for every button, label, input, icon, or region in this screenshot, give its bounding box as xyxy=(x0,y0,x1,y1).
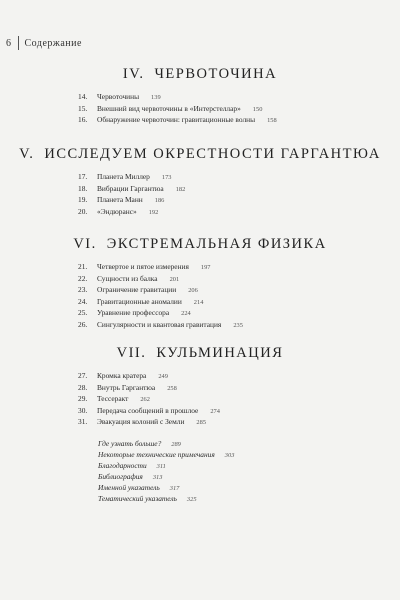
chapter-list xyxy=(0,91,400,126)
back-matter-list xyxy=(0,438,400,504)
chapter-page: 150 xyxy=(252,105,263,113)
section-number: V. xyxy=(19,146,35,162)
chapter-page: 186 xyxy=(154,197,165,204)
page-number: 6 xyxy=(6,37,12,49)
toc-section xyxy=(0,146,400,217)
toc-entry[interactable] xyxy=(0,393,400,405)
back-matter-page: 313 xyxy=(152,473,163,481)
back-matter-entry[interactable] xyxy=(0,493,400,504)
toc-section xyxy=(0,345,400,504)
toc-section xyxy=(0,66,400,126)
chapter-title: Кромка кратера xyxy=(97,371,147,380)
section-heading xyxy=(0,66,400,83)
section-heading xyxy=(0,345,400,362)
chapter-list xyxy=(0,370,400,428)
chapter-number: 19. xyxy=(78,195,88,204)
chapter-page: 192 xyxy=(148,208,159,216)
section-title: КУЛЬМИНАЦИЯ xyxy=(156,345,284,361)
back-matter-entry[interactable] xyxy=(0,460,400,471)
toc-entry[interactable] xyxy=(0,261,400,273)
chapter-number: 18. xyxy=(78,183,88,193)
toc-entry[interactable] xyxy=(0,273,400,285)
toc-entry[interactable] xyxy=(0,91,400,103)
chapter-title: Планета Миллер xyxy=(97,172,150,181)
chapter-title: Вибрации Гаргантюа xyxy=(97,183,164,193)
chapter-page: 214 xyxy=(193,298,204,306)
back-matter-title: Некоторые технические примечания xyxy=(98,449,215,459)
chapter-page: 201 xyxy=(169,275,180,283)
toc-entry[interactable] xyxy=(0,416,400,428)
back-matter-title: Благодарности xyxy=(98,460,147,470)
chapter-title: Гравитационные аномалии xyxy=(97,296,182,306)
chapter-title: Передача сообщений в прошлое xyxy=(97,405,199,415)
chapter-page: 158 xyxy=(267,117,277,124)
back-matter-title: Где узнать больше? xyxy=(98,438,162,448)
chapter-title: Внешний вид червоточины в «Интерстеллар» xyxy=(97,103,241,113)
chapter-page: 249 xyxy=(158,373,168,380)
back-matter-page: 289 xyxy=(171,440,181,448)
chapter-number: 14. xyxy=(78,92,88,101)
chapter-title: Тессеракт xyxy=(97,394,129,403)
chapter-page: 285 xyxy=(196,419,207,426)
chapter-page: 258 xyxy=(167,384,177,392)
running-head-title: Содержание xyxy=(24,37,82,49)
back-matter-entry[interactable] xyxy=(0,482,400,493)
back-matter-page: 325 xyxy=(186,495,197,503)
chapter-title: Планета Манн xyxy=(97,195,143,204)
section-title: ЧЕРВОТОЧИНА xyxy=(154,66,278,82)
chapter-title: Уравнение профессора xyxy=(97,308,170,317)
chapter-title: Ограничение гравитации xyxy=(97,285,177,294)
chapter-number: 16. xyxy=(78,115,88,124)
chapter-number: 31. xyxy=(78,417,88,426)
chapter-page: 173 xyxy=(161,174,172,181)
chapter-number: 21. xyxy=(78,262,88,271)
toc-entry[interactable] xyxy=(0,296,400,308)
toc-entry[interactable] xyxy=(0,114,400,126)
chapter-title: Обнаружение червоточин: гравитационные волны xyxy=(97,115,256,124)
toc-entry[interactable] xyxy=(0,183,400,195)
back-matter-page: 303 xyxy=(224,451,235,459)
chapter-title: Сингулярности и квантовая гравитация xyxy=(97,319,222,329)
toc-section xyxy=(0,236,400,330)
toc-entry[interactable] xyxy=(0,103,400,115)
back-matter-title: Тематический указатель xyxy=(98,493,177,503)
chapter-number: 29. xyxy=(78,394,88,403)
back-matter-title: Именной указатель xyxy=(98,482,160,492)
chapter-title: Эвакуация колоний с Земли xyxy=(97,417,185,426)
toc-entry[interactable] xyxy=(0,370,400,382)
chapter-list xyxy=(0,171,400,217)
chapter-number: 22. xyxy=(78,273,88,283)
section-title: ЭКСТРЕМАЛЬНАЯ ФИЗИКА xyxy=(106,236,327,252)
chapter-number: 26. xyxy=(78,319,88,329)
back-matter-entry[interactable] xyxy=(0,471,400,482)
toc-entry[interactable] xyxy=(0,307,400,319)
chapter-number: 23. xyxy=(78,285,88,294)
chapter-page: 274 xyxy=(210,407,220,415)
section-heading xyxy=(0,146,400,163)
chapter-number: 30. xyxy=(78,405,88,415)
back-matter-entry[interactable] xyxy=(0,438,400,449)
back-matter-title: Библиография xyxy=(98,471,143,481)
toc-entry[interactable] xyxy=(0,284,400,296)
chapter-number: 15. xyxy=(78,103,88,113)
chapter-page: 139 xyxy=(151,94,161,101)
section-number: VI. xyxy=(73,236,97,252)
running-head xyxy=(6,36,82,50)
toc-entry[interactable] xyxy=(0,194,400,206)
chapter-page: 235 xyxy=(233,321,243,329)
section-title: ИССЛЕДУЕМ ОКРЕСТНОСТИ ГАРГАНТЮА xyxy=(44,146,381,162)
chapter-title: Четвертое и пятое измерения xyxy=(97,262,189,271)
chapter-page: 197 xyxy=(200,264,211,271)
chapter-title: Сущности из балка xyxy=(97,273,158,283)
chapter-number: 27. xyxy=(78,371,88,380)
toc-entry[interactable] xyxy=(0,319,400,331)
back-matter-page: 311 xyxy=(156,462,166,470)
toc-entry[interactable] xyxy=(0,206,400,218)
back-matter-entry[interactable] xyxy=(0,449,400,460)
chapter-number: 17. xyxy=(78,172,88,181)
section-number: VII. xyxy=(116,345,147,361)
chapter-title: Внутрь Гаргантюа xyxy=(97,382,156,392)
running-head-divider xyxy=(18,36,19,50)
chapter-page: 182 xyxy=(175,185,186,193)
chapter-number: 24. xyxy=(78,296,88,306)
chapter-number: 20. xyxy=(78,206,88,216)
chapter-title: Червоточины xyxy=(97,92,140,101)
chapter-title: «Эндюранс» xyxy=(97,206,137,216)
section-heading xyxy=(0,236,400,253)
chapter-page: 224 xyxy=(181,310,191,317)
chapter-list xyxy=(0,261,400,330)
chapter-number: 28. xyxy=(78,382,88,392)
back-matter-page: 317 xyxy=(169,484,180,492)
chapter-number: 25. xyxy=(78,308,88,317)
toc-entry[interactable] xyxy=(0,171,400,183)
section-number: IV. xyxy=(122,66,145,82)
toc-entry[interactable] xyxy=(0,405,400,417)
chapter-page: 206 xyxy=(188,287,198,294)
chapter-page: 262 xyxy=(140,396,150,403)
toc-entry[interactable] xyxy=(0,382,400,394)
